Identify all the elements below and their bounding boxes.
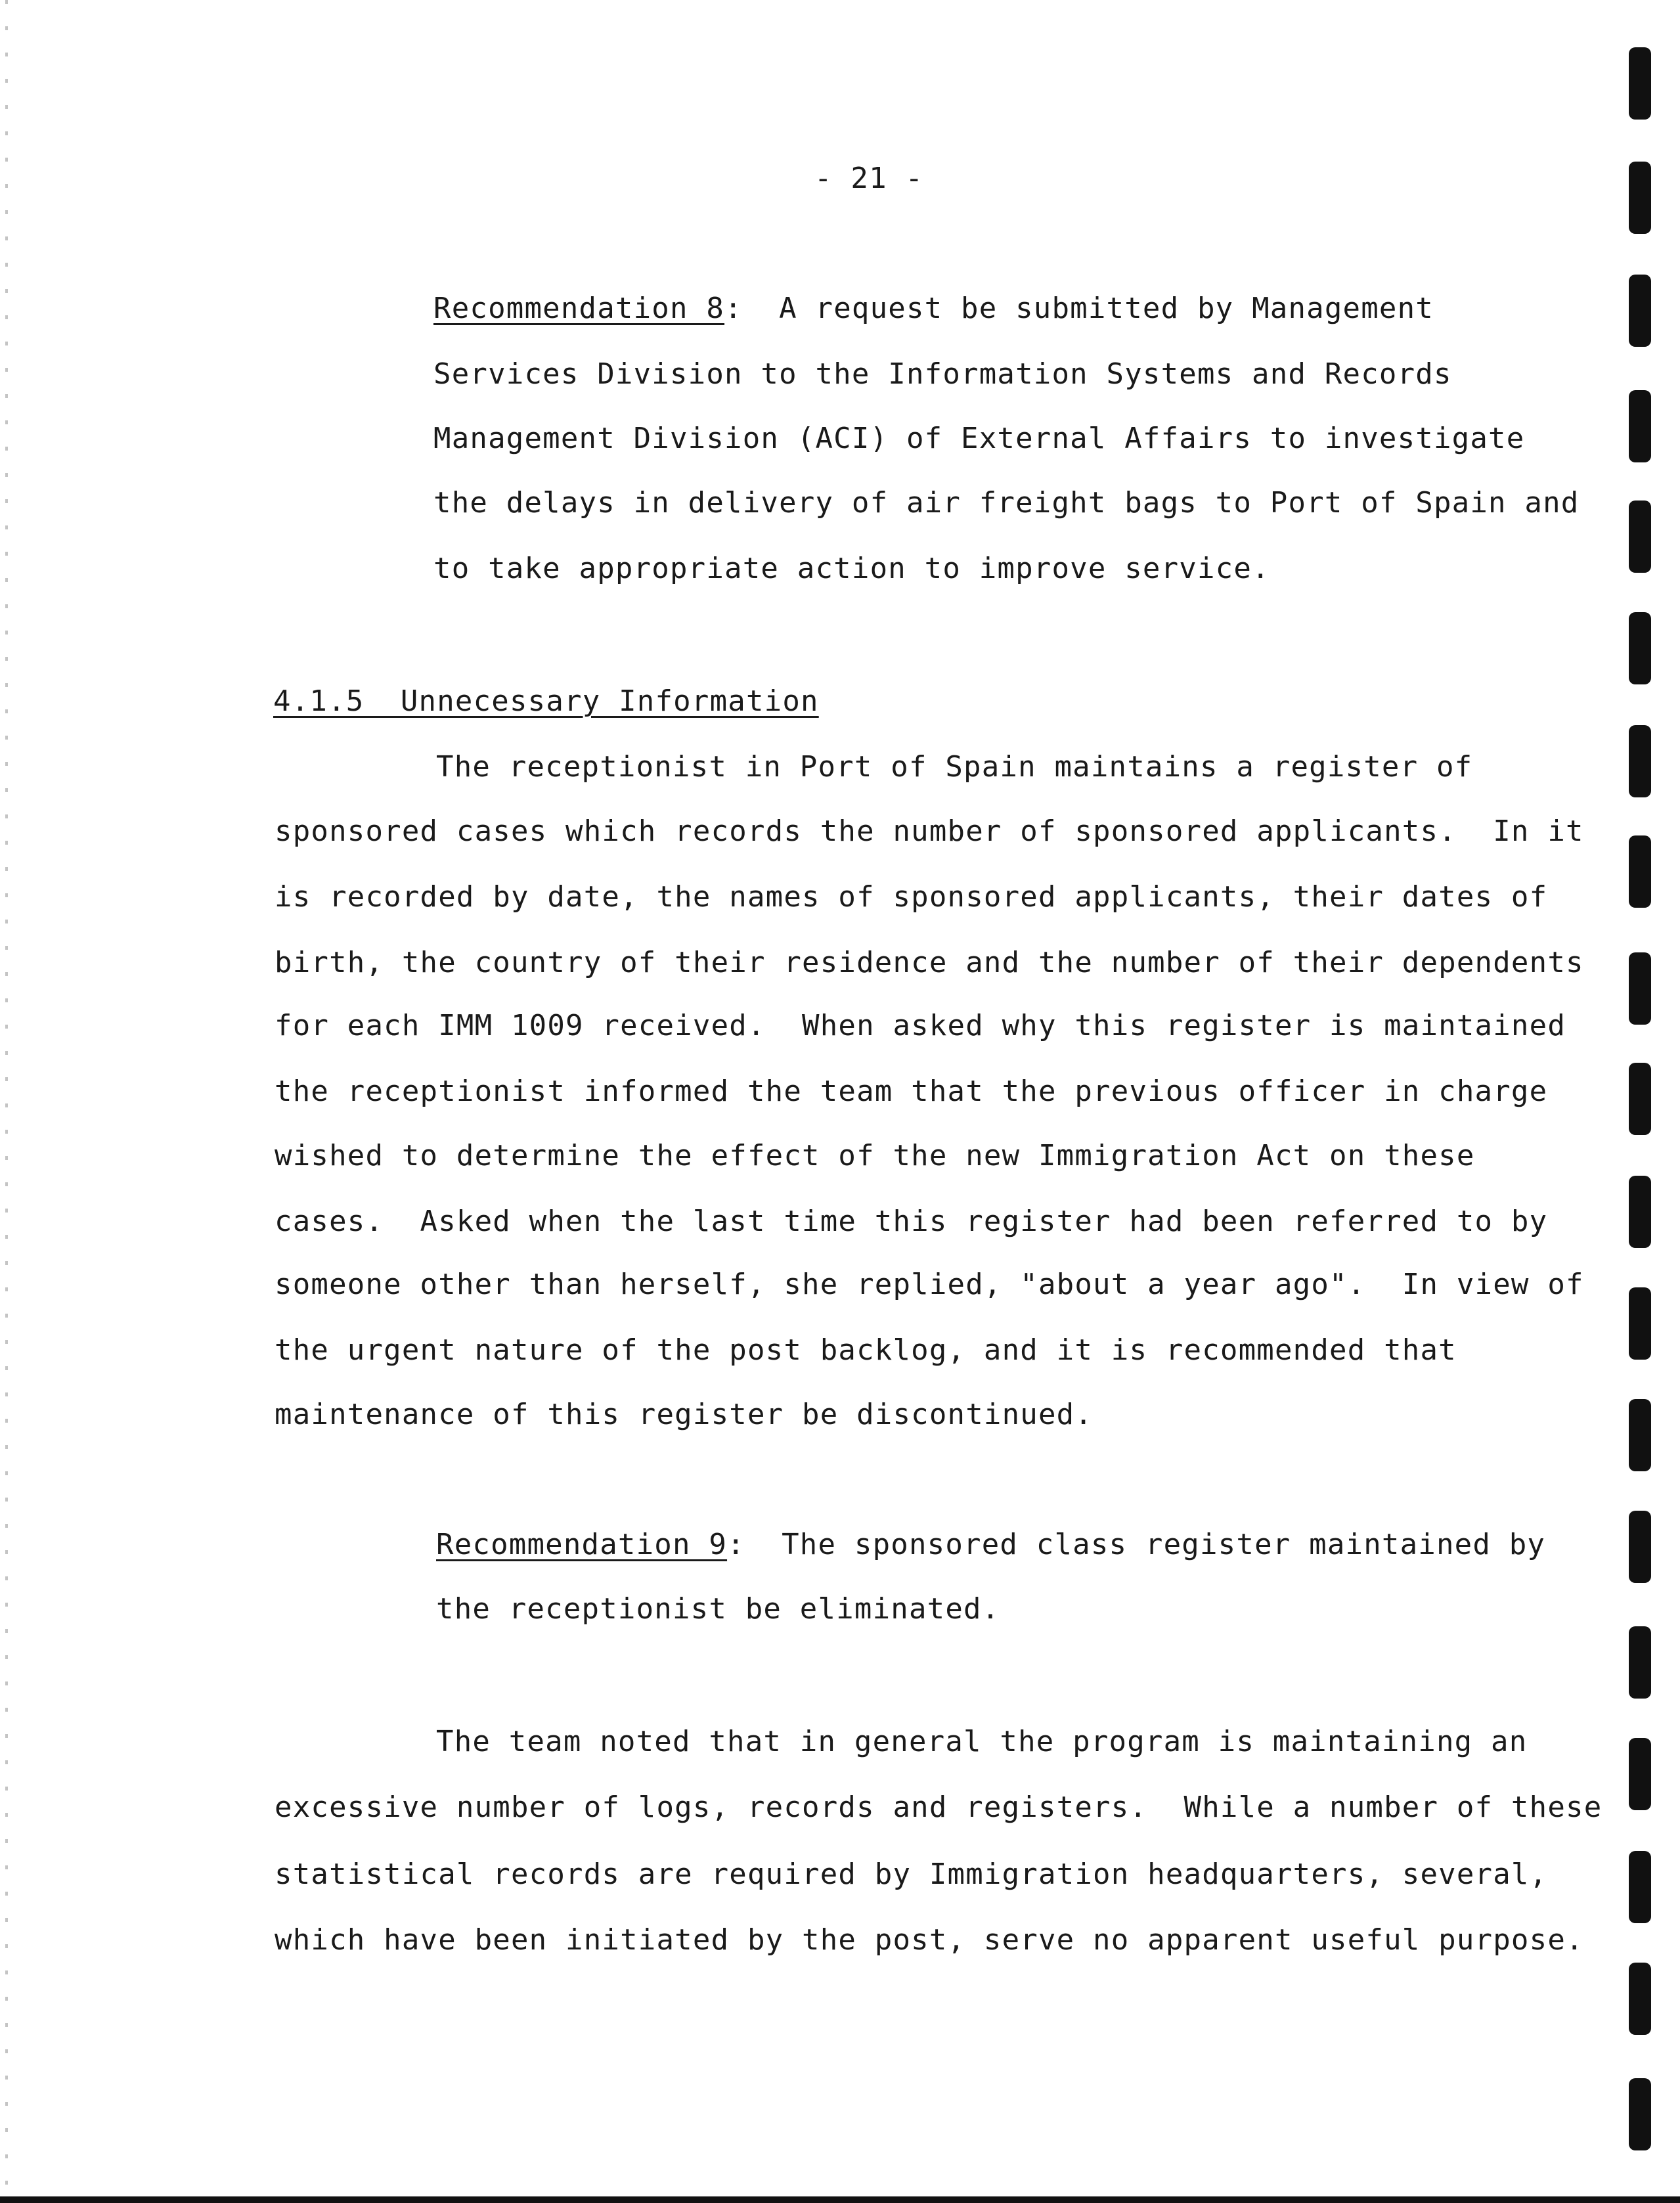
section-paragraph-line: cases. Asked when the last time this register had been referred to by: [275, 1205, 1548, 1238]
section-paragraph-line: The receptionist in Port of Spain maintains a register of: [436, 750, 1473, 784]
recommendation-9-label: Recommendation 9: [436, 1528, 728, 1561]
recommendation-8-text: : A request be submitted by Management: [724, 292, 1434, 325]
punch-hole: [1629, 1287, 1651, 1360]
punch-hole: [1629, 612, 1651, 684]
recommendation-9-line-1: [436, 1525, 1545, 1565]
scan-edge-right: [1672, 0, 1680, 2203]
closing-paragraph-line: statistical records are required by Immigration headquarters, several,: [275, 1858, 1548, 1891]
page-number: - 21 -: [814, 162, 924, 195]
section-paragraph-line: maintenance of this register be discontinued.: [275, 1398, 1094, 1431]
punch-hole: [1629, 2078, 1651, 2150]
punch-hole: [1629, 1063, 1651, 1135]
punch-hole: [1629, 162, 1651, 234]
recommendation-8-line-5: to take appropriate action to improve service.: [433, 552, 1270, 585]
section-paragraph-line: someone other than herself, she replied, "about a year ago". In view of: [275, 1268, 1584, 1301]
recommendation-8-line-2: Services Division to the Information Systems and Records: [433, 357, 1452, 391]
punch-hole: [1629, 1511, 1651, 1583]
section-heading: 4.1.5 Unnecessary Information: [273, 684, 819, 718]
punch-hole: [1629, 835, 1651, 908]
recommendation-8-label: Recommendation 8: [433, 292, 725, 325]
binder-punch-holes: [1621, 0, 1654, 2203]
section-paragraph-line: sponsored cases which records the number of sponsored applicants. In it: [275, 814, 1584, 848]
section-paragraph-line: is recorded by date, the names of sponsored applicants, their dates of: [275, 880, 1548, 914]
punch-hole: [1629, 275, 1651, 347]
recommendation-9-line-2: the receptionist be eliminated.: [436, 1592, 1000, 1626]
punch-hole: [1629, 1851, 1651, 1923]
recommendation-8-line-3: Management Division (ACI) of External Affairs to investigate: [433, 422, 1525, 455]
punch-hole: [1629, 1963, 1651, 2035]
scan-edge-left: [5, 0, 8, 2203]
scan-edge-bottom: [0, 2196, 1680, 2203]
section-paragraph-line: the receptionist informed the team that the previous officer in charge: [275, 1075, 1548, 1108]
punch-hole: [1629, 1399, 1651, 1471]
punch-hole: [1629, 725, 1651, 797]
punch-hole: [1629, 1176, 1651, 1248]
closing-paragraph-line: The team noted that in general the program is maintaining an: [436, 1725, 1528, 1758]
recommendation-9-text: : The sponsored class register maintained by: [727, 1528, 1546, 1561]
section-paragraph-line: birth, the country of their residence and the number of their dependents: [275, 946, 1584, 979]
recommendation-8-line-4: the delays in delivery of air freight bags to Port of Spain and: [433, 486, 1580, 520]
punch-hole: [1629, 1738, 1651, 1810]
punch-hole: [1629, 1626, 1651, 1699]
punch-hole: [1629, 952, 1651, 1025]
punch-hole: [1629, 501, 1651, 573]
closing-paragraph-line: which have been initiated by the post, serve no apparent useful purpose.: [275, 1923, 1584, 1957]
section-paragraph-line: for each IMM 1009 received. When asked why this register is maintained: [275, 1009, 1566, 1042]
recommendation-8-line-1: [433, 289, 1434, 328]
closing-paragraph-line: excessive number of logs, records and registers. While a number of these: [275, 1791, 1603, 1824]
section-paragraph-line: the urgent nature of the post backlog, and it is recommended that: [275, 1333, 1457, 1367]
punch-hole: [1629, 390, 1651, 462]
punch-hole: [1629, 47, 1651, 120]
section-paragraph-line: wished to determine the effect of the new Immigration Act on these: [275, 1139, 1475, 1172]
